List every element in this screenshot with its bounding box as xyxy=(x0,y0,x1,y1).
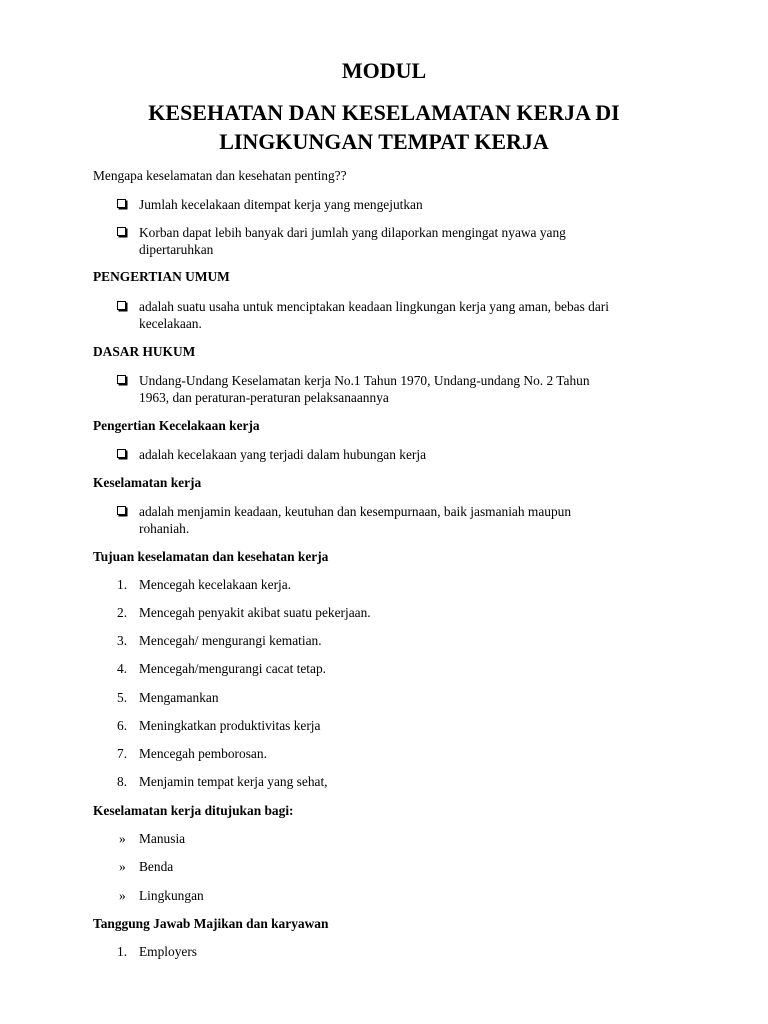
checkbox-bullet-icon xyxy=(117,506,126,515)
checkbox-bullet-icon xyxy=(117,227,126,236)
document-title: MODUL xyxy=(341,58,427,83)
double-chevron-right-icon: » xyxy=(119,888,126,903)
section-heading-pengertian-kecelakaan: Pengertian Kecelakaan kerja xyxy=(93,418,260,433)
section-heading-dasar-hukum: DASAR HUKUM xyxy=(93,344,196,359)
double-chevron-right-icon: » xyxy=(119,831,126,846)
section-heading-ditujukan: Keselamatan kerja ditujukan bagi: xyxy=(93,803,294,818)
checkbox-bullet-icon xyxy=(117,199,126,208)
subtitle-line-2: LINGKUNGAN TEMPAT KERJA xyxy=(219,129,549,154)
checkbox-bullet-icon xyxy=(117,375,126,384)
document-page: MODUL KESEHATAN DAN KESELAMATAN KERJA DI LINGKUNGAN TEMPAT KERJA Mengapa keselamatan dan kesehatan penting?? Jumlah kecelakaan ditempat kerja yang mengejutkan Korban dapat lebih banyak dari jumlah yang dilaporkan mengingat nyawa yang dipertaruhkan PENGERTIAN UMUM adalah suatu usaha untuk menciptakan keadaan lingkungan kerja yang aman, bebas dari kecelakaan. DASAR HUKUM Undang-Undang Keselamatan kerja No.1 Tahun 1970, Undang-undang No. 2 Tahun 1963, dan peraturan-peraturan pelaksanaannya Pengertian Kecelakaan kerja adalah kecelakaan yang terjadi dalam hubungan kerja Keselamatan kerja adalah menjamin keadaan, keutuhan dan kesempurnaan, baik jasmaniah maupun rohaniah. Tujuan keselamatan dan kesehatan kerja 1. Mencegah kecelakaan kerja. 2. Mencegah penyakit akibat suatu pekerjaan. 3. Mencegah/ mengurangi kematian. 4. Mencegah/mengurangi cacat tetap. 5. Mengamankan 6. Meningkatkan produktivitas kerja 7. Mencegah pemborosan. 8. Menjamin tempat kerja yang sehat, Keselamatan kerja ditujukan bagi: » Manusia » Benda » Lingkungan Tanggung Jawab Majikan dan karyawan 1. Employers xyxy=(0,0,768,1024)
checkbox-bullet-icon xyxy=(117,301,126,310)
section-heading-tanggung-jawab: Tanggung Jawab Majikan dan karyawan xyxy=(93,916,329,931)
intro-question: Mengapa keselamatan dan kesehatan penting?? xyxy=(93,168,347,183)
document-subtitle xyxy=(0,98,768,156)
double-chevron-right-icon: » xyxy=(119,859,126,874)
section-heading-tujuan: Tujuan keselamatan dan kesehatan kerja xyxy=(93,549,329,564)
section-heading-keselamatan-kerja: Keselamatan kerja xyxy=(93,475,202,490)
subtitle-line-1: KESEHATAN DAN KESELAMATAN KERJA DI xyxy=(148,100,620,125)
checkbox-bullet-icon xyxy=(117,449,126,458)
section-heading-pengertian-umum: PENGERTIAN UMUM xyxy=(93,269,230,284)
